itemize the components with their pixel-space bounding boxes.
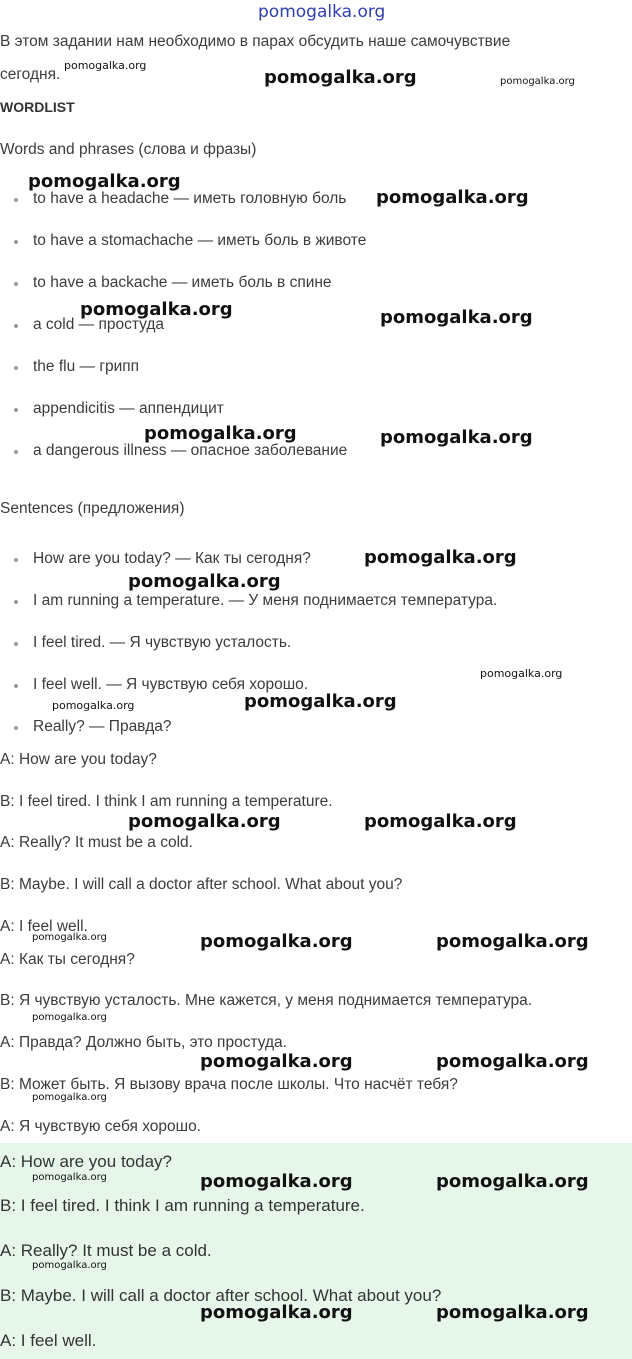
dialogue-line: A: How are you today? [0,751,157,768]
wordlist-heading: WORDLIST [0,99,75,115]
watermark-text: pomogalka.org [200,931,353,952]
intro-line-1: В этом задании нам необходимо в парах обсудить наше самочувствие [0,33,511,50]
answer-line: A: How are you today? [0,1152,172,1171]
word-item: the flu — грипп [33,358,140,375]
watermark-text: pomogalka.org [32,1012,107,1023]
bullet-icon [14,684,18,688]
watermark-text: pomogalka.org [32,1092,107,1103]
sentence-item: How are you today? — Как ты сегодня? [33,550,311,567]
dialogue-line: B: I feel tired. I think I am running a temperature. [0,793,333,810]
sentence-item: I feel well. — Я чувствую себя хорошо. [33,676,309,693]
watermark-text: pomogalka.org [380,307,533,328]
dialogue-line: B: Может быть. Я вызову врача после школы. Что насчёт тебя? [0,1076,458,1093]
watermark-text: pomogalka.org [380,427,533,448]
dialogue-line: A: Я чувствую себя хорошо. [0,1118,201,1135]
sentence-item: I am running a temperature. — У меня поднимается температура. [33,592,498,609]
watermark-text: pomogalka.org [200,1171,353,1192]
watermark-text: pomogalka.org [480,667,563,680]
watermark-text: pomogalka.org [128,571,281,592]
dialogue-line: B: Я чувствую усталость. Мне кажется, у меня поднимается температура. [0,992,533,1009]
dialogue-line: A: Really? It must be a cold. [0,834,193,851]
sentences-heading: Sentences (предложения) [0,500,185,517]
watermark-text: pomogalka.org [264,67,417,88]
watermark-text: pomogalka.org [128,811,281,832]
watermark-text: pomogalka.org [52,699,135,712]
bullet-icon [14,324,18,328]
bullet-icon [14,642,18,646]
watermark-text: pomogalka.org [376,187,529,208]
watermark-text: pomogalka.org [200,1302,353,1323]
watermark-text: pomogalka.org [64,59,147,72]
answer-line: A: Really? It must be a cold. [0,1241,212,1260]
dialogue-line: A: I feel well. [0,918,88,935]
word-item: a dangerous illness — опасное заболевание [33,442,348,459]
intro-line-2: сегодня. [0,66,61,83]
watermark-text: pomogalka.org [436,931,589,952]
bullet-icon [14,282,18,286]
word-item: to have a stomachache — иметь боль в животе [33,232,367,249]
bullet-icon [14,600,18,604]
watermark-text: pomogalka.org [28,171,181,192]
word-item: appendicitis — аппендицит [33,400,224,417]
dialogue-line: A: Правда? Должно быть, это простуда. [0,1034,287,1051]
watermark-text: pomogalka.org [436,1302,589,1323]
watermark-text: pomogalka.org [500,76,575,87]
bullet-icon [14,558,18,562]
word-item: to have a headache — иметь головную боль [33,190,347,207]
word-item: a cold — простуда [33,316,165,333]
answer-line: B: Maybe. I will call a doctor after school. What about you? [0,1286,442,1305]
answer-line: B: I feel tired. I think I am running a temperature. [0,1196,365,1215]
bullet-icon [14,408,18,412]
bullet-icon [14,366,18,370]
watermark-text: pomogalka.org [244,691,397,712]
top-watermark: pomogalka.org [258,2,386,22]
watermark-text: pomogalka.org [32,932,107,943]
words-heading: Words and phrases (слова и фразы) [0,141,257,158]
watermark-text: pomogalka.org [436,1051,589,1072]
watermark-text: pomogalka.org [32,1260,107,1271]
bullet-icon [14,450,18,454]
watermark-text: pomogalka.org [364,547,517,568]
sentence-item: Really? — Правда? [33,718,172,735]
bullet-icon [14,726,18,730]
watermark-text: pomogalka.org [80,299,233,320]
answer-line: A: I feel well. [0,1331,97,1350]
watermark-text: pomogalka.org [364,811,517,832]
sentence-item: I feel tired. — Я чувствую усталость. [33,634,292,651]
dialogue-line: B: Maybe. I will call a doctor after school. What about you? [0,876,403,893]
watermark-text: pomogalka.org [32,1172,107,1183]
dialogue-line: A: Как ты сегодня? [0,951,135,968]
bullet-icon [14,240,18,244]
watermark-text: pomogalka.org [144,423,297,444]
word-item: to have a backache — иметь боль в спине [33,274,332,291]
watermark-text: pomogalka.org [200,1051,353,1072]
watermark-text: pomogalka.org [436,1171,589,1192]
bullet-icon [14,198,18,202]
